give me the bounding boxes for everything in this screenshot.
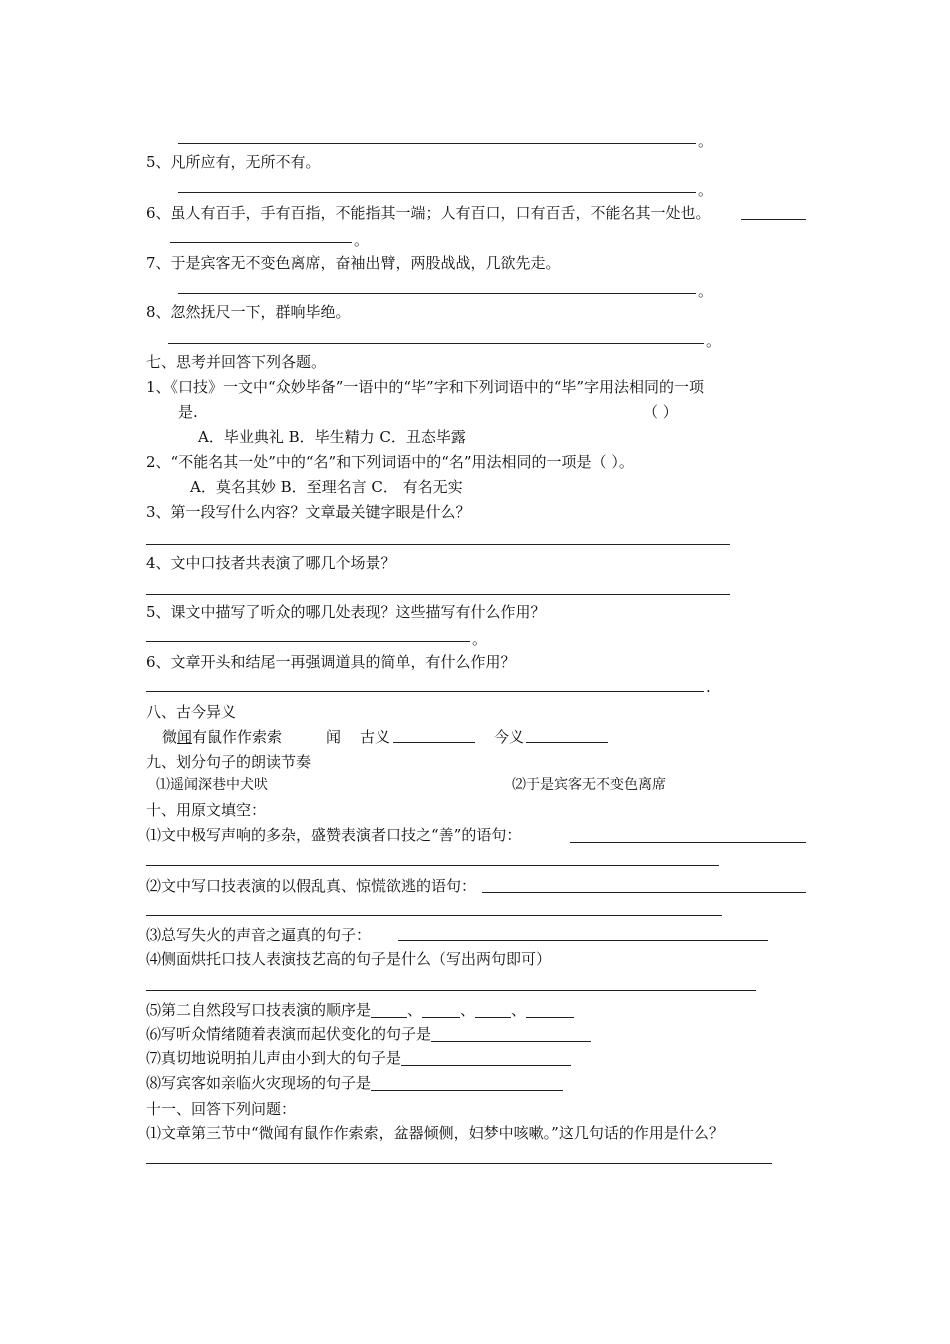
section-11-heading: 十一、回答下列问题： [146,1100,297,1118]
section-10-heading: 十、用原文填空： [146,801,267,819]
answer-line[interactable] [398,940,768,941]
answer-paren[interactable]: （ ） [643,403,678,421]
sentence-part: 微 [162,728,178,746]
answer-line[interactable] [178,293,696,294]
answer-line[interactable] [146,865,719,866]
fill-7-text: ⑺真切地说明拍儿声由小到大的句子是 [146,1049,402,1067]
period-mark: 。 [472,630,488,648]
question-7-1-options: A．毕业典礼 B．毕生精力 C．丑态毕露 [198,428,466,446]
question-7-3: 3、第一段写什么内容？文章最关键字眼是什么？ [146,503,471,521]
question-7-1-cont: 是. [178,403,198,421]
answer-line[interactable] [146,594,730,595]
question-7-6: 6、文章开头和结尾一再强调道具的简单，有什么作用？ [146,653,516,671]
answer-line[interactable] [146,544,730,545]
sentence-part: 有鼠作作索索 [192,728,283,746]
section-8-heading: 八、古今异义 [146,703,237,721]
rhythm-sentence-2: ⑵于是宾客无不变色离席 [512,777,666,793]
answer-line[interactable] [168,343,704,344]
highlighted-word: 闻 [177,728,193,746]
answer-line[interactable] [146,990,756,991]
question-7-2: 2、“不能名其一处”中的“名”和下列词语中的“名”用法相同的一项是（ ）。 [146,453,634,471]
answer-line[interactable] [170,242,352,243]
period-mark: . [706,678,711,696]
fill-6 [146,1024,591,1044]
modern-meaning-blank[interactable] [526,742,608,743]
question-7-4: 4、文中口技者共表演了哪几个场景？ [146,554,396,572]
fill-5 [146,1000,574,1020]
question-7-1: 1、《口技》一文中“众妙毕备”一语中的“毕”字和下列词语中的“毕”字用法相同的一项 [146,378,705,396]
answer-blank[interactable] [422,1002,460,1018]
period-mark: 。 [698,181,714,199]
answer-line[interactable] [570,842,806,843]
ancient-meaning-blank[interactable] [393,742,475,743]
separator: 、 [511,1001,527,1019]
period-mark: 。 [706,332,722,350]
separator: 、 [460,1001,476,1019]
answer-line[interactable] [146,915,722,916]
fill-8 [146,1073,563,1093]
period-mark: 。 [698,132,714,150]
answer-line[interactable] [146,641,470,642]
answer-line[interactable] [146,691,704,692]
answer-line[interactable] [178,192,696,193]
item-6: 6、虽人有百手，手有百指，不能指其一端；人有百口，口有百舌，不能名其一处也。 [146,204,711,222]
fill-7 [146,1048,571,1068]
modern-meaning-label: 今义 [494,728,525,746]
section-8-sentence [162,727,282,747]
period-mark: 。 [698,282,714,300]
question-7-5: 5、课文中描写了听众的哪几处表现？这些描写有什么作用？ [146,603,546,621]
rhythm-sentence-1: ⑴遥闻深巷中犬吠 [156,777,268,793]
fill-5-text: ⑸第二自然段写口技表演的顺序是 [146,1001,372,1019]
item-5: 5、凡所应有，无所不有。 [146,153,321,171]
target-word: 闻 [326,728,342,746]
fill-2: ⑵文中写口技表演的以假乱真、惊慌欲逃的语句： [146,877,477,895]
fill-1: ⑴文中极写声响的多杂，盛赞表演者口技之“善”的语句： [146,826,522,844]
fill-6-text: ⑹写听众情绪随着表演而起伏变化的句子是 [146,1025,432,1043]
item-8: 8、忽然抚尺一下，群响毕绝。 [146,303,351,321]
answer-blank[interactable] [526,1002,574,1018]
answer-blank[interactable] [371,1075,563,1091]
answer-blank[interactable] [475,1002,511,1018]
section-7-heading: 七、思考并回答下列各题。 [146,353,327,371]
answer-line[interactable] [482,892,806,893]
question-11-1: ⑴文章第三节中“微闻有鼠作作索索，盆器倾侧，妇梦中咳嗽。”这几句话的作用是什么？ [146,1124,724,1142]
answer-blank[interactable] [401,1050,571,1066]
answer-line[interactable] [146,1163,772,1164]
fill-8-text: ⑻写宾客如亲临火灾现场的句子是 [146,1074,372,1092]
question-7-2-options: A．莫名其妙 B．至理名言 C． 有名无实 [190,478,463,496]
section-9-heading: 九、划分句子的朗读节奏 [146,753,312,771]
answer-line[interactable] [178,143,696,144]
answer-blank[interactable] [371,1002,407,1018]
fill-4: ⑷侧面烘托口技人表演技艺高的句子是什么（写出两句即可） [146,950,552,968]
answer-blank[interactable] [431,1026,591,1042]
ancient-meaning-label: 古义 [360,728,391,746]
fill-3: ⑶总写失火的声音之逼真的句子： [146,926,372,944]
answer-line[interactable] [741,219,806,220]
item-7: 7、于是宾客无不变色离席，奋袖出臂，两股战战，几欲先走。 [146,254,561,272]
period-mark: 。 [354,231,370,249]
separator: 、 [407,1001,423,1019]
